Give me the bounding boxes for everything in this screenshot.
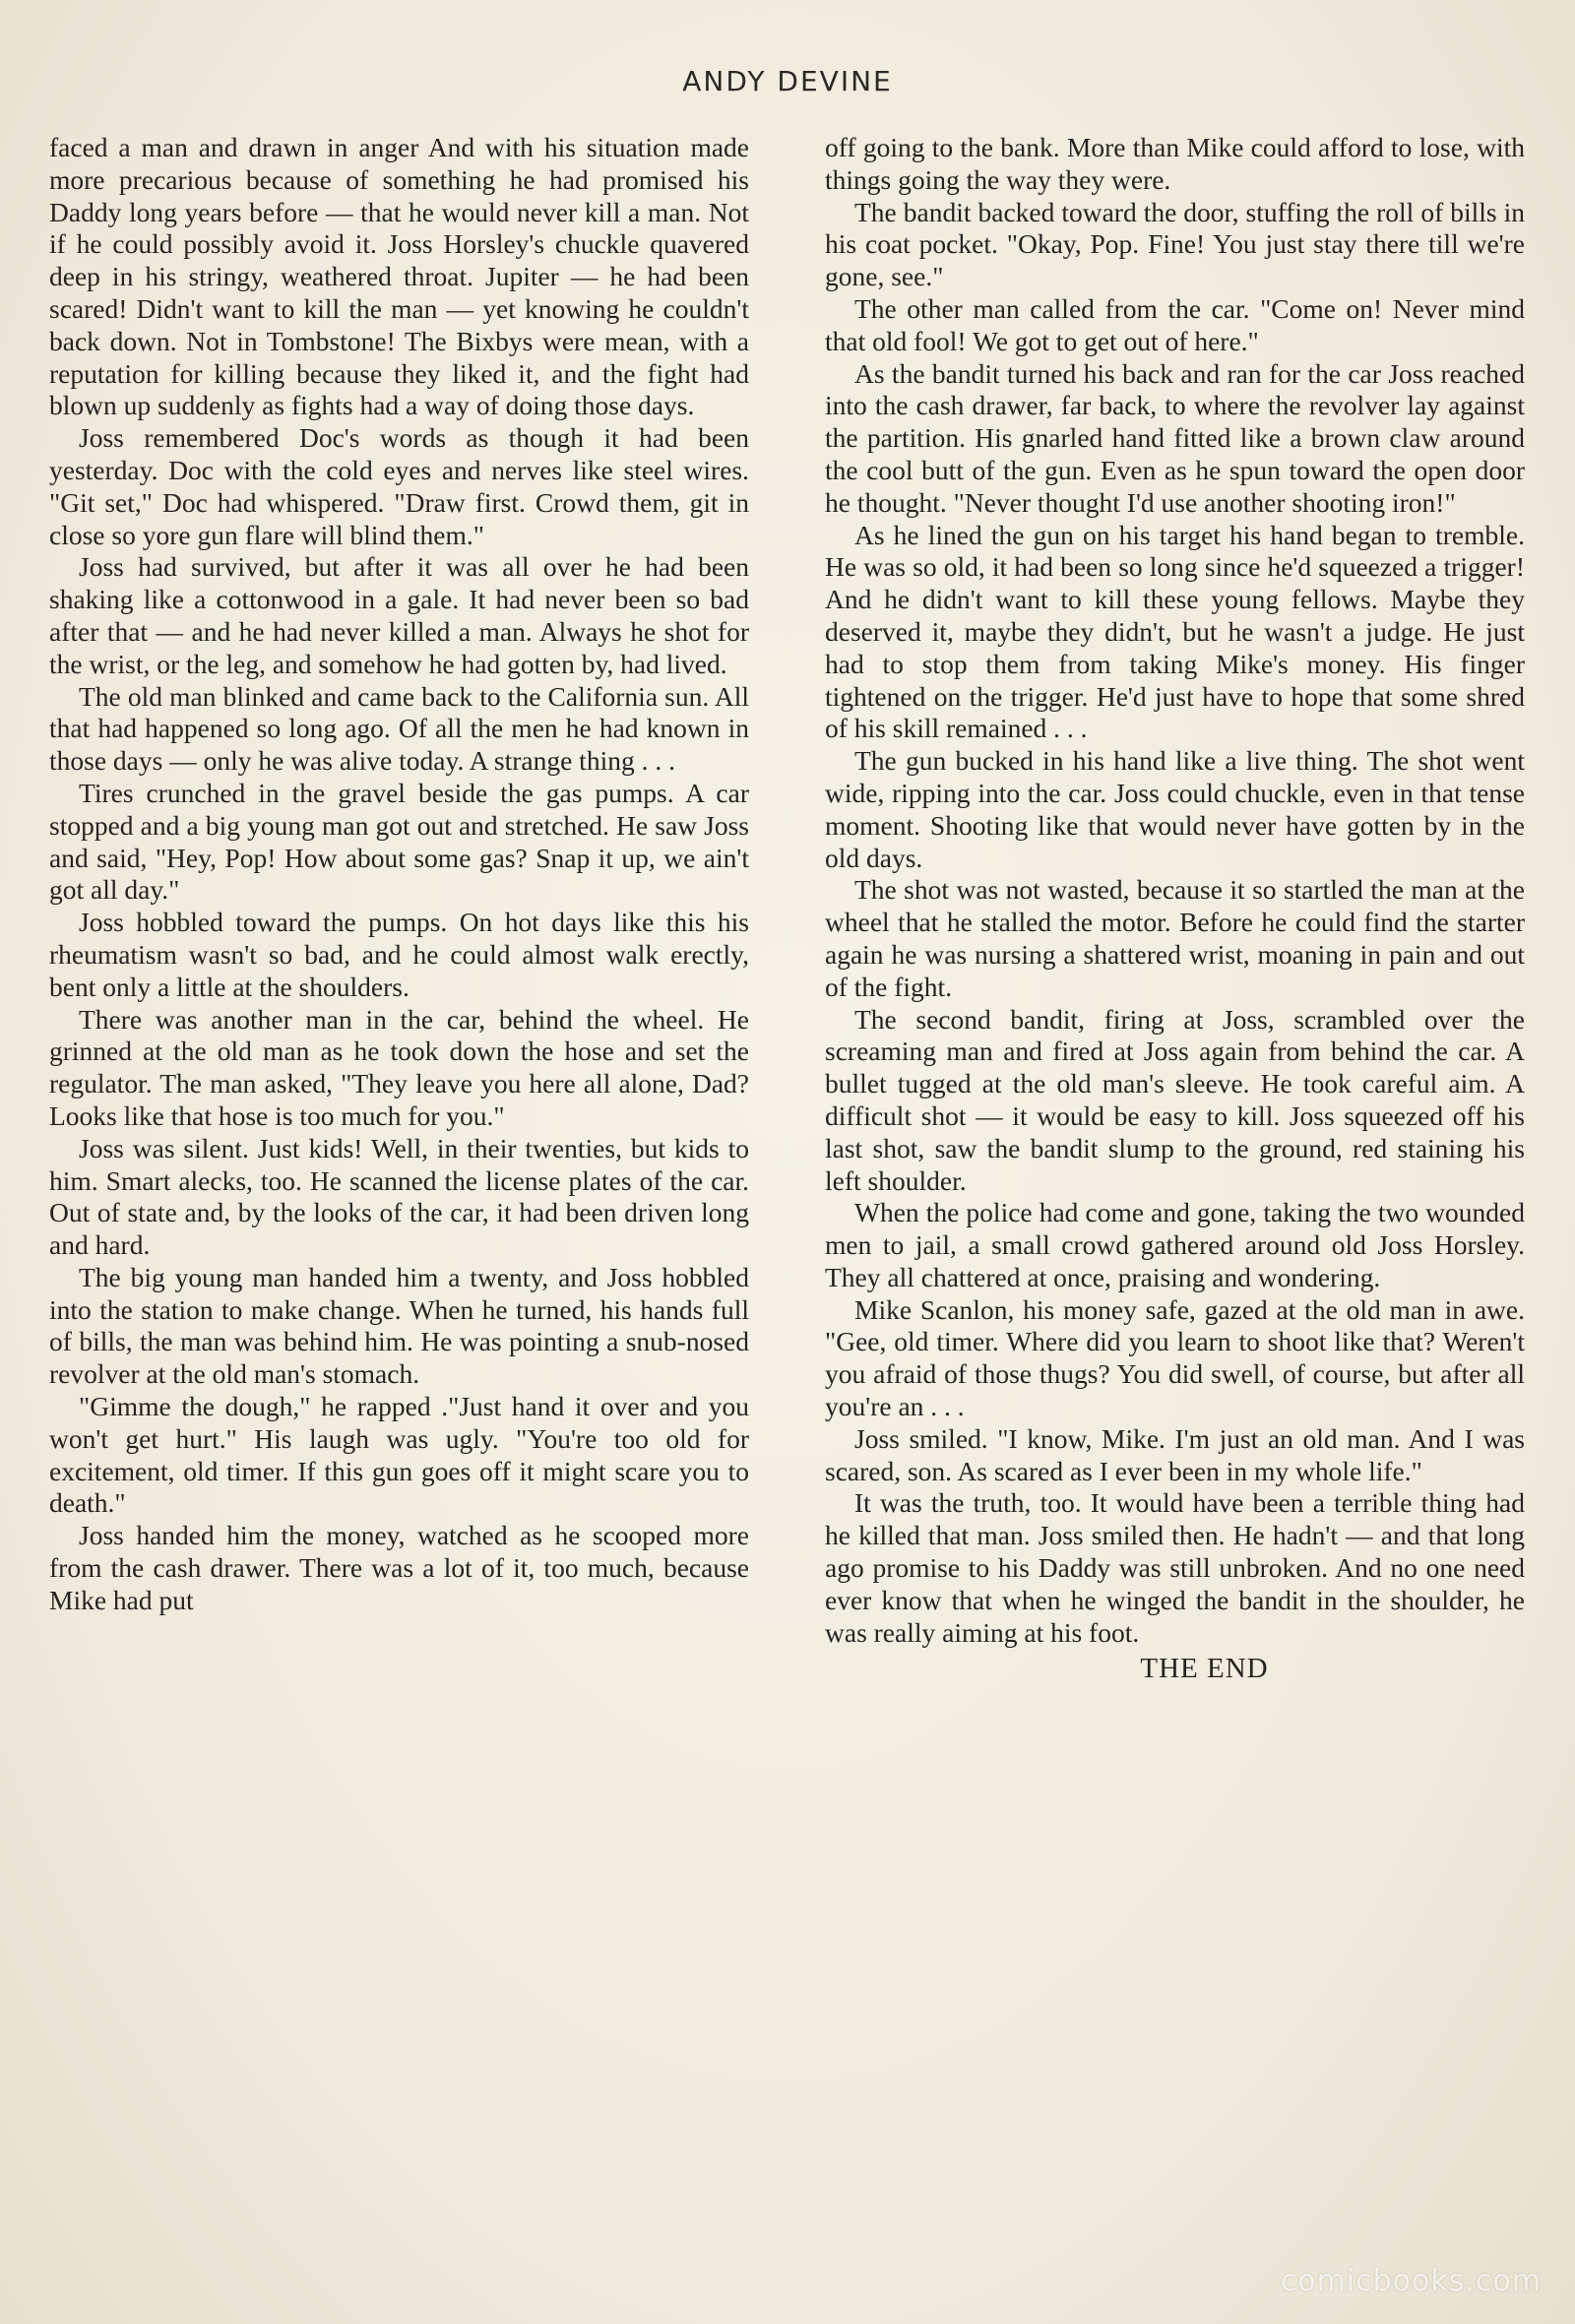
paragraph: "Gimme the dough," he rapped ."Just hand it over and you won't get hurt." His laugh was ugly. "You're too old for excitement, old timer. If this gun goes off it might scare you to death."	[49, 1391, 749, 1519]
paragraph: There was another man in the car, behind the wheel. He grinned at the old man as he took down the hose and set the regulator. The man asked, "They leave you here all alone, Dad? Looks like that hose is too much for you."	[49, 1003, 749, 1131]
left-column	[49, 132, 749, 1617]
paragraph: faced a man and drawn in anger And with his situation made more precarious because of something he had promised his Daddy long years before — that he would never kill a man. Not if he could possibly avoid it. Joss Horsley's chuckle quavered deep in his stringy, weathered throat. Jupiter — he had been scared! Didn't want to kill the man — yet knowing he couldn't back down. Not in Tombstone! The Bixbys were mean, with a reputation for killing because they liked it, and the fight had blown up suddenly as fights had a way of doing those days.	[49, 132, 749, 421]
paragraph: The big young man handed him a twenty, and Joss hobbled into the station to make change. When he turned, his hands full of bills, the man was behind him. He was pointing a snub-nosed revolver at the old man's stomach.	[49, 1261, 749, 1390]
paragraph: The old man blinked and came back to the California sun. All that had happened so long ago. Of all the men he had known in those days — only he was alive today. A strange thing . . .	[49, 680, 749, 777]
paragraph: The gun bucked in his hand like a live thing. The shot went wide, ripping into the car. Joss could chuckle, even in that tense moment. Shooting like that would never have gotten by in the old days.	[825, 745, 1525, 873]
paragraph: Mike Scanlon, his money safe, gazed at the old man in awe. "Gee, old timer. Where did you learn to shoot like that? Weren't you afraid of those thugs? You did swell, of course, but after all you're an . . .	[825, 1293, 1525, 1422]
right-column	[825, 132, 1525, 1685]
paragraph: When the police had come and gone, taking the two wounded men to jail, a small crowd gathered around old Joss Horsley. They all chattered at once, praising and wondering.	[825, 1197, 1525, 1292]
paragraph: The shot was not wasted, because it so startled the man at the wheel that he stalled the motor. Before he could find the starter again he was nursing a shattered wrist, moaning in pain and out of the fight.	[825, 874, 1525, 1002]
paragraph: As he lined the gun on his target his hand began to tremble. He was so old, it had been so long since he'd squeezed a trigger! And he didn't want to kill these young fellows. Maybe they deserved it, maybe they didn't, but he wasn't a judge. He just had to stop them from taking Mike's money. His finger tightened on the trigger. He'd just have to hope that some shred of his skill remained . . .	[825, 519, 1525, 744]
paragraph: The second bandit, firing at Joss, scrambled over the screaming man and fired at Joss again from behind the car. A bullet tugged at the old man's sleeve. He took careful aim. A difficult shot — it would be easy to kill. Joss squeezed off his last shot, saw the bandit slump to the ground, red staining his left shoulder.	[825, 1003, 1525, 1196]
paragraph: Joss handed him the money, watched as he scooped more from the cash drawer. There was a lot of it, too much, because Mike had put	[49, 1520, 749, 1615]
paragraph: It was the truth, too. It would have been a terrible thing had he killed that man. Joss smiled then. He hadn't — and that long ago promise to his Daddy was still unbroken. And no one need ever know that when he winged the bandit in the shoulder, he was really aiming at his foot.	[825, 1487, 1525, 1648]
watermark: comicbooks.com	[1280, 2264, 1542, 2298]
paragraph: off going to the bank. More than Mike could afford to lose, with things going the way they were.	[825, 132, 1525, 195]
paragraph: The bandit backed toward the door, stuffing the roll of bills in his coat pocket. "Okay, Pop. Fine! You just stay there till we're gone, see."	[825, 196, 1525, 292]
paragraph: Joss had survived, but after it was all over he had been shaking like a cottonwood in a gale. It had never been so bad after that — and he had never killed a man. Always he shot for the wrist, or the leg, and somehow he had gotten by, had lived.	[49, 551, 749, 679]
paragraph: As the bandit turned his back and ran for the car Joss reached into the cash drawer, far back, to where the revolver lay against the partition. His gnarled hand fitted like a brown claw around the cool butt of the gun. Even as he spun toward the open door he thought. "Never thought I'd use another shooting iron!"	[825, 357, 1525, 518]
paragraph: Joss was silent. Just kids! Well, in their twenties, but kids to him. Smart alecks, too. He scanned the license plates of the car. Out of state and, by the looks of the car, it had been driven long and hard.	[49, 1132, 749, 1261]
paragraph: Joss smiled. "I know, Mike. I'm just an old man. And I was scared, son. As scared as I ever been in my whole life."	[825, 1422, 1525, 1486]
paragraph: The other man called from the car. "Come on! Never mind that old fool! We got to get out of here."	[825, 292, 1525, 356]
paragraph: Joss hobbled toward the pumps. On hot days like this his rheumatism wasn't so bad, and he could almost walk erectly, bent only a little at the shoulders.	[49, 907, 749, 1002]
paragraph: Joss remembered Doc's words as though it had been yesterday. Doc with the cold eyes and nerves like steel wires. "Git set," Doc had whispered. "Draw first. Crowd them, git in close so yore gun flare will blind them."	[49, 422, 749, 550]
running-title: ANDY DEVINE	[682, 65, 893, 97]
paragraph: Tires crunched in the gravel beside the gas pumps. A car stopped and a big young man got out and stretched. He saw Joss and said, "Hey, Pop! How about some gas? Snap it up, we ain't got all day."	[49, 777, 749, 906]
the-end-marker: THE END	[1140, 1653, 1269, 1685]
